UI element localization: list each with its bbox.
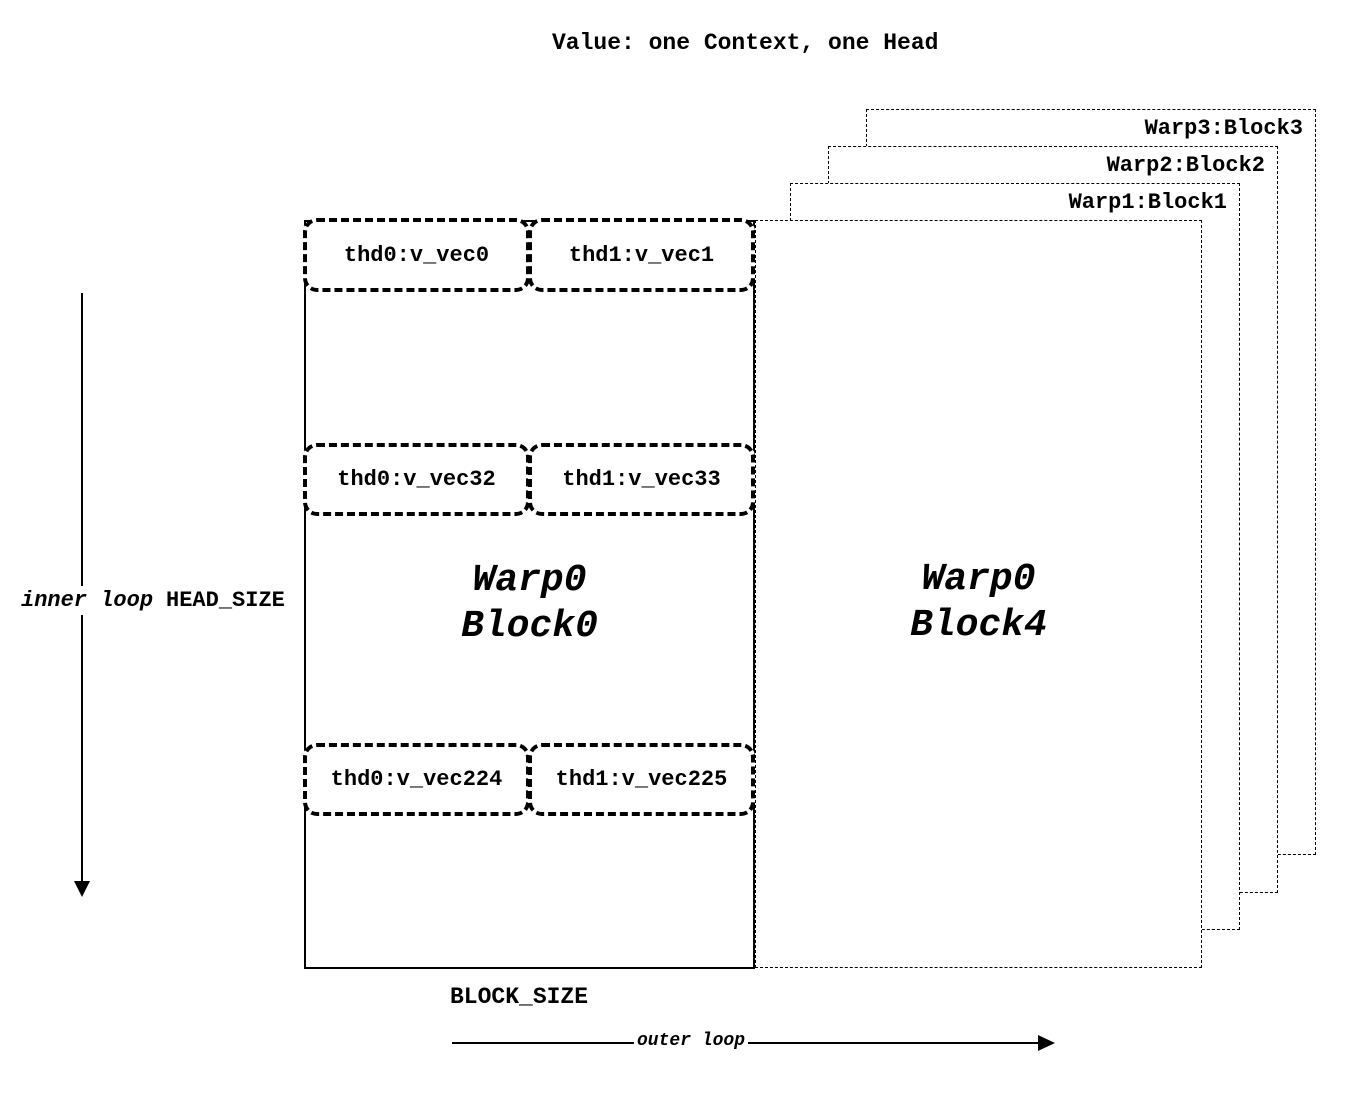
thread-vector-box [528,218,755,292]
warp3-block3-label: Warp3:Block3 [1144,116,1303,141]
inner-loop-label [18,586,288,615]
thread-vector-label: thd0:v_vec0 [343,242,490,268]
warp0-block4-caption-line2: Block4 [910,604,1047,647]
warp0-block4-caption-line1: Warp0 [921,558,1036,601]
thread-vector-label: thd1:v_vec225 [555,767,728,792]
inner-loop-arrowhead-down-icon [74,881,90,897]
block-size-label: BLOCK_SIZE [450,984,589,1010]
warp1-block1-label: Warp1:Block1 [1068,190,1227,215]
thread-vector-box [528,443,755,516]
thread-vector-label: thd0:v_vec224 [330,767,503,792]
warp0-block4-caption [756,557,1201,649]
head-size-label: HEAD_SIZE [166,588,285,613]
warp2-block2-label: Warp2:Block2 [1106,153,1265,178]
thread-vector-label: thd0:v_vec32 [337,467,496,492]
thread-vector-box [303,218,530,292]
warp0-block0-caption [306,558,753,650]
outer-loop-arrowhead-right-icon [1038,1035,1055,1051]
outer-loop-label: outer loop [634,1031,748,1051]
thread-vector-box [303,443,530,516]
thread-vector-box [528,743,755,816]
inner-loop-label-text: inner loop [21,588,154,613]
warp0-block0-rect [304,220,755,969]
diagram-title: Value: one Context, one Head [552,30,939,56]
warp0-block4-rect [755,220,1202,968]
thread-vector-box [303,743,530,816]
thread-vector-label: thd1:v_vec33 [562,467,721,492]
warp0-block0-caption-line1: Warp0 [472,559,587,602]
warp0-block0-caption-line2: Block0 [461,605,598,648]
thread-vector-label: thd1:v_vec1 [568,242,715,268]
